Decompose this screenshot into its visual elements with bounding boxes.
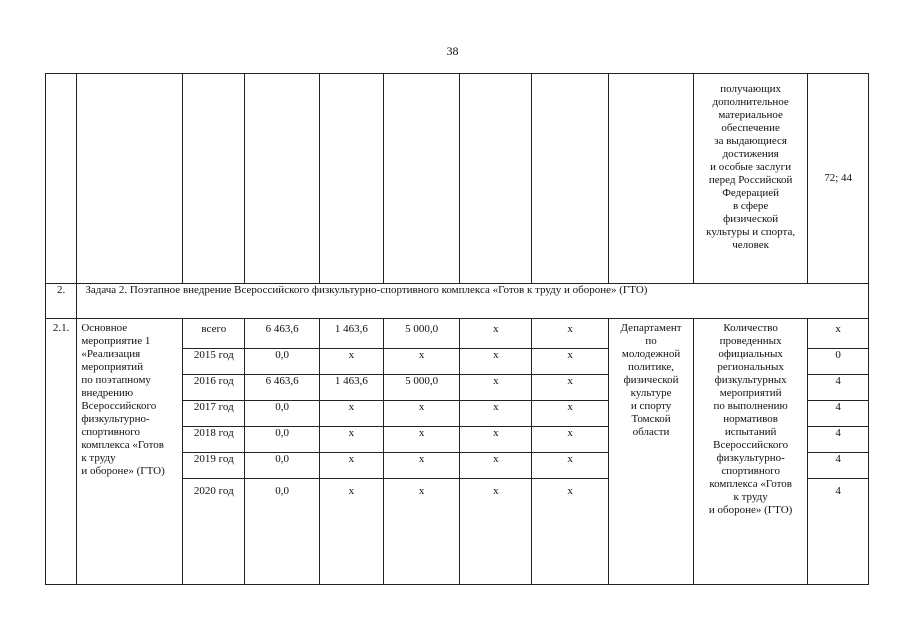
period-cell: 2017 год xyxy=(183,401,245,427)
period-cell: 2019 год xyxy=(183,453,245,479)
indicator-line: Всероссийского xyxy=(713,439,789,451)
federal-cell: х xyxy=(319,453,383,479)
other-cell: х xyxy=(532,427,609,453)
description-line: комплекса «Готов xyxy=(81,439,164,451)
local-cell: х xyxy=(460,319,532,349)
continuation-indicator xyxy=(694,74,808,284)
indicator-line: физкультурных xyxy=(714,374,787,386)
total-cell: 0,0 xyxy=(245,453,320,479)
indicator-line: в сфере xyxy=(732,200,769,212)
indicator-line: физической xyxy=(723,213,779,225)
department-line: Томской xyxy=(631,413,671,425)
department-line: культуре xyxy=(630,387,672,399)
measure-number: 2.1. xyxy=(46,319,77,585)
empty-cell xyxy=(319,74,383,284)
indicator-line: по выполнению xyxy=(713,400,788,412)
indicator-line: достижения xyxy=(722,148,779,160)
indicator-value-cell: 4 xyxy=(808,427,869,453)
indicator-line: мероприятий xyxy=(719,387,782,399)
indicator-value-cell: 4 xyxy=(808,453,869,479)
indicator-line: дополнительное xyxy=(712,96,789,108)
period-cell: всего xyxy=(183,319,245,349)
local-cell: х xyxy=(460,401,532,427)
local-cell: х xyxy=(460,349,532,375)
regional-cell: х xyxy=(383,401,460,427)
description-line: мероприятие 1 xyxy=(81,335,151,347)
empty-cell xyxy=(245,74,320,284)
indicator-line: спортивного xyxy=(721,465,780,477)
empty-cell xyxy=(383,74,460,284)
indicator-line: материальное xyxy=(718,109,783,121)
indicator-line: комплекса «Готов xyxy=(709,478,792,490)
task-row xyxy=(46,284,869,319)
description-line: спортивного xyxy=(81,426,140,438)
total-cell: 0,0 xyxy=(245,479,320,585)
total-cell: 6 463,6 xyxy=(245,319,320,349)
continuation-value: 72; 44 xyxy=(808,74,869,284)
indicator-line: Федерацией xyxy=(722,187,780,199)
empty-cell xyxy=(46,74,77,284)
responsible-department xyxy=(609,319,694,585)
federal-cell: 1 463,6 xyxy=(319,375,383,401)
department-line: политике, xyxy=(628,361,675,373)
regional-cell: х xyxy=(383,349,460,375)
local-cell: х xyxy=(460,453,532,479)
indicator-line: культуры и спорта, xyxy=(706,226,796,238)
department-line: по xyxy=(645,335,657,347)
total-cell: 0,0 xyxy=(245,401,320,427)
indicator-value-cell: 0 xyxy=(808,349,869,375)
indicator-line: за выдающиеся xyxy=(714,135,787,147)
continuation-row xyxy=(46,74,869,284)
empty-cell xyxy=(609,74,694,284)
period-cell: 2015 год xyxy=(183,349,245,375)
department-line: молодежной xyxy=(621,348,681,360)
local-cell: х xyxy=(460,427,532,453)
description-line: по поэтапному xyxy=(81,374,151,386)
indicator-line: региональных xyxy=(717,361,784,373)
period-cell: 2018 год xyxy=(183,427,245,453)
indicator-value-cell: х xyxy=(808,319,869,349)
indicator-value-cell: 4 xyxy=(808,401,869,427)
federal-cell: 1 463,6 xyxy=(319,319,383,349)
measure-description xyxy=(77,319,183,585)
total-cell: 6 463,6 xyxy=(245,375,320,401)
regional-cell: 5 000,0 xyxy=(383,375,460,401)
indicator-line: официальных xyxy=(718,348,783,360)
other-cell: х xyxy=(532,375,609,401)
other-cell: х xyxy=(532,479,609,585)
department-line: физической xyxy=(623,374,679,386)
description-line: Всероссийского xyxy=(81,400,157,412)
indicator-value-cell: 4 xyxy=(808,375,869,401)
federal-cell: х xyxy=(319,479,383,585)
task-number: 2. xyxy=(46,284,77,319)
description-line: Основное xyxy=(81,322,128,334)
indicator-value-cell: 4 xyxy=(808,479,869,585)
program-table xyxy=(45,73,869,585)
description-line: к труду xyxy=(81,452,116,464)
regional-cell: х xyxy=(383,453,460,479)
indicator-line: проведенных xyxy=(719,335,782,347)
measure-indicator xyxy=(694,319,808,585)
other-cell: х xyxy=(532,319,609,349)
empty-cell xyxy=(77,74,183,284)
indicator-line: Количество xyxy=(723,322,778,334)
period-cell: 2016 год xyxy=(183,375,245,401)
department-line: и спорту xyxy=(630,400,672,412)
indicator-line: испытаний xyxy=(724,426,777,438)
measure-row xyxy=(46,319,869,349)
indicator-line: к труду xyxy=(733,491,768,503)
indicator-line: нормативов xyxy=(723,413,778,425)
empty-cell xyxy=(532,74,609,284)
regional-cell: х xyxy=(383,479,460,585)
federal-cell: х xyxy=(319,427,383,453)
description-line: физкультурно- xyxy=(81,413,150,425)
indicator-line: человек xyxy=(732,239,770,251)
other-cell: х xyxy=(532,349,609,375)
indicator-line: и обороне» (ГТО) xyxy=(708,504,793,516)
total-cell: 0,0 xyxy=(245,349,320,375)
description-line: «Реализация xyxy=(81,348,141,360)
indicator-line: перед Российской xyxy=(708,174,793,186)
description-line: и обороне» (ГТО) xyxy=(81,465,165,477)
indicator-line: обеспечение xyxy=(721,122,780,134)
description-line: мероприятий xyxy=(81,361,144,373)
other-cell: х xyxy=(532,453,609,479)
other-cell: х xyxy=(532,401,609,427)
department-line: Департамент xyxy=(620,322,682,334)
total-cell: 0,0 xyxy=(245,427,320,453)
indicator-line: физкультурно- xyxy=(716,452,785,464)
empty-cell xyxy=(183,74,245,284)
regional-cell: 5 000,0 xyxy=(383,319,460,349)
description-line: внедрению xyxy=(81,387,134,399)
indicator-line: и особые заслуги xyxy=(710,161,792,173)
department-line: области xyxy=(632,426,670,438)
empty-cell xyxy=(460,74,532,284)
task-text: Задача 2. Поэтапное внедрение Всероссийского физкультурно-спортивного комплекса «Готов к труду и обороне» (ГТО) xyxy=(77,284,869,319)
regional-cell: х xyxy=(383,427,460,453)
federal-cell: х xyxy=(319,349,383,375)
local-cell: х xyxy=(460,479,532,585)
period-cell: 2020 год xyxy=(183,479,245,585)
local-cell: х xyxy=(460,375,532,401)
indicator-line: получающих xyxy=(720,83,781,95)
page-number: 38 xyxy=(446,44,459,58)
federal-cell: х xyxy=(319,401,383,427)
